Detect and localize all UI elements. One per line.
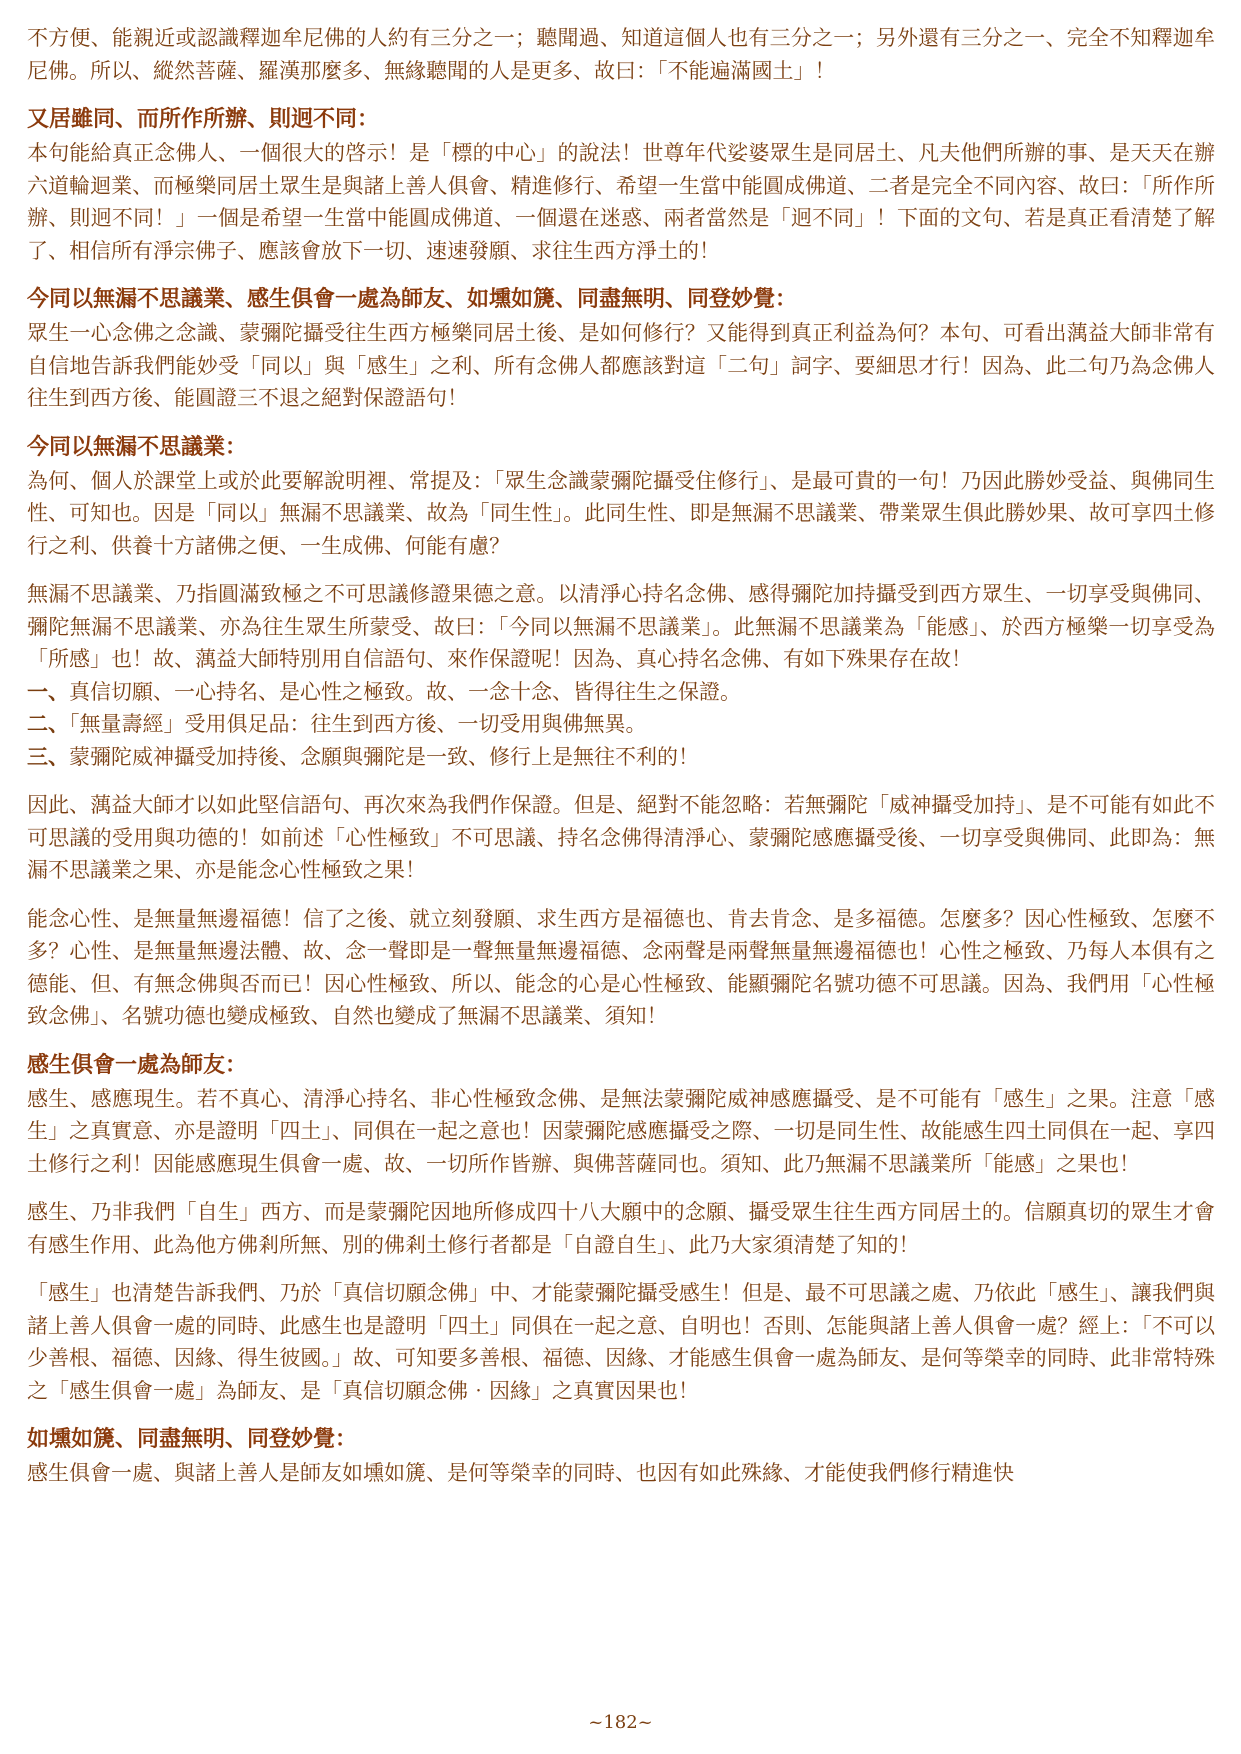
paragraph-wuluo-1: 為何、個人於課堂上或於此要解說明裡、常提及：「眾生念識蒙彌陀攝受住修行」、是最可貴的一句！乃因此勝妙受益、與佛同生性、可知也。因是「同以」無漏不思議業、故為「同生性」。此同生性、即是無漏不思議業、帶業眾生俱此勝妙果、故可享四土修行之利、供養十方諸佛之便、一生成佛、何能有慮？	[27, 468, 1215, 558]
list-item	[27, 741, 1215, 774]
paragraph-wuluo-2: 無漏不思議業、乃指圓滿致極之不可思議修證果德之意。以清淨心持名念佛、感得彌陀加持攝受到西方眾生、一切享受與佛同、彌陀無漏不思議業、亦為往生眾生所蒙受、故曰：「今同以無漏不思議業」。此無漏不思議業為「能感」、於西方極樂一切享受為「所感」也！故、蕅益大師特別用自信語句、來作保證呢！因為、真心持名念佛、有如下殊果存在故！	[27, 582, 1215, 671]
list-item	[27, 676, 1215, 709]
paragraph-intro: 不方便、能親近或認識釋迦牟尼佛的人約有三分之一；聽聞過、知道這個人也有三分之一；另外還有三分之一、完全不知釋迦牟尼佛。所以、縱然菩薩、羅漢那麼多、無緣聽聞的人是更多、故曰：「不能遍滿國土」！	[27, 26, 1215, 83]
heading-main-verse: 今同以無漏不思議業、感生俱會一處為師友、如壎如篪、同盡無明、同登妙覺：	[27, 287, 798, 312]
list-text: 真信切願、一心持名、是心性之極致。故、一念十念、皆得往生之保證。	[69, 679, 741, 704]
heading-xun-chi: 如壎如篪、同盡無明、同登妙覺：	[27, 1427, 358, 1452]
list-number: 二、	[27, 711, 69, 736]
heading-gansheng: 感生俱會一處為師友：	[27, 1052, 248, 1078]
heading-residence: 又居雖同、而所作所辦、則迥不同：	[27, 107, 380, 132]
paragraph-xun-chi: 感生俱會一處、與諸上善人是師友如壎如篪、是何等榮幸的同時、也因有如此殊緣、才能使我們修行精進快	[27, 1461, 1014, 1485]
document-page	[27, 22, 1215, 1490]
list-number: 三、	[27, 743, 69, 769]
paragraph-wuluo-3: 因此、蕅益大師才以如此堅信語句、再次來為我們作保證。但是、絕對不能忽略：若無彌陀「威神攝受加持」、是不可能有如此不可思議的受用與功德的！如前述「心性極致」不可思議、持名念佛得清淨心、蒙彌陀感應攝受後、一切享受與佛同、此即為：無漏不思議業之果、亦是能念心性極致之果！	[27, 793, 1215, 882]
list-text: 蒙彌陀威神攝受加持後、念願與彌陀是一致、修行上是無往不利的！	[69, 744, 699, 769]
list-number: 一、	[27, 678, 69, 704]
heading-wuluo: 今同以無漏不思議業：	[27, 434, 248, 460]
paragraph-gansheng-3: 「感生」也清楚告訴我們、乃於「真信切願念佛」中、才能蒙彌陀攝受感生！但是、最不可思議之處、乃依此「感生」、讓我們與諸上善人俱會一處的同時、此感生也是證明「四土」同俱在一起之意、自明也！否則、怎能與諸上善人俱會一處？經上：「不可以少善根、福德、因緣、得生彼國。」故、可知要多善根、福德、因緣、才能感生俱會一處為師友、是何等榮幸的同時、此非常特殊之「感生俱會一處」為師友、是「真信切願念佛‧因緣」之真實因果也！	[27, 1281, 1215, 1403]
list-text: 「無量壽經」受用俱足品：往生到西方後、一切受用與佛無異。	[69, 712, 647, 736]
paragraph-gansheng-2: 感生、乃非我們「自生」西方、而是蒙彌陀因地所修成四十八大願中的念願、攝受眾生往生西方同居土的。信願真切的眾生才會有感生作用、此為他方佛剎所無、別的佛剎土修行者都是「自證自生」、此乃大家須清楚了知的！	[27, 1200, 1215, 1257]
paragraph-residence: 本句能給真正念佛人、一個很大的啓示！是「標的中心」的說法！世尊年代娑婆眾生是同居土、凡夫他們所辦的事、是天天在辦六道輪迴業、而極樂同居土眾生是與諸上善人俱會、精進修行、希望一生當中能圓成佛道、二者是完全不同內容、故曰：「所作所辦、則迥不同！」一個是希望一生當中能圓成佛道、一個還在迷惑、兩者當然是「迥不同」！下面的文句、若是真正看清楚了解了、相信所有淨宗佛子、應該會放下一切、速速發願、求往生西方淨土的！	[27, 141, 1215, 263]
paragraph-main-verse: 眾生一心念佛之念識、蒙彌陀攝受往生西方極樂同居土後、是如何修行？又能得到真正利益為何？本句、可看出蕅益大師非常有自信地告訴我們能妙受「同以」與「感生」之利、所有念佛人都應該對這「二句」詞字、要細思才行！因為、此二句乃為念佛人往生到西方後、能圓證三不退之絕對保證語句！	[27, 321, 1215, 410]
paragraph-gansheng-1: 感生、感應現生。若不真心、清淨心持名、非心性極致念佛、是無法蒙彌陀威神感應攝受、是不可能有「感生」之果。注意「感生」之真實意、亦是證明「四土」、同俱在一起之意也！因蒙彌陀感應攝受之際、一切是同生性、故能感生四土同俱在一起、享四土修行之利！因能感應現生俱會一處、故、一切所作皆辦、與佛菩薩同也。須知、此乃無漏不思議業所「能感」之果也！	[27, 1086, 1215, 1176]
page-number: ~182~	[588, 1712, 653, 1733]
list-item	[27, 708, 1215, 741]
paragraph-wuluo-4: 能念心性、是無量無邊福德！信了之後、就立刻發願、求生西方是福德也、肯去肯念、是多福德。怎麼多？因心性極致、怎麼不多？心性、是無量無邊法體、故、念一聲即是一聲無量無邊福德、念兩聲是兩聲無量無邊福德也！心性之極致、乃每人本俱有之德能、但、有無念佛與否而已！因心性極致、所以、能念的心是心性極致、能顯彌陀名號功德不可思議。因為、我們用「心性極致念佛」、名號功德也變成極致、自然也變成了無漏不思議業、須知！	[27, 906, 1215, 1028]
